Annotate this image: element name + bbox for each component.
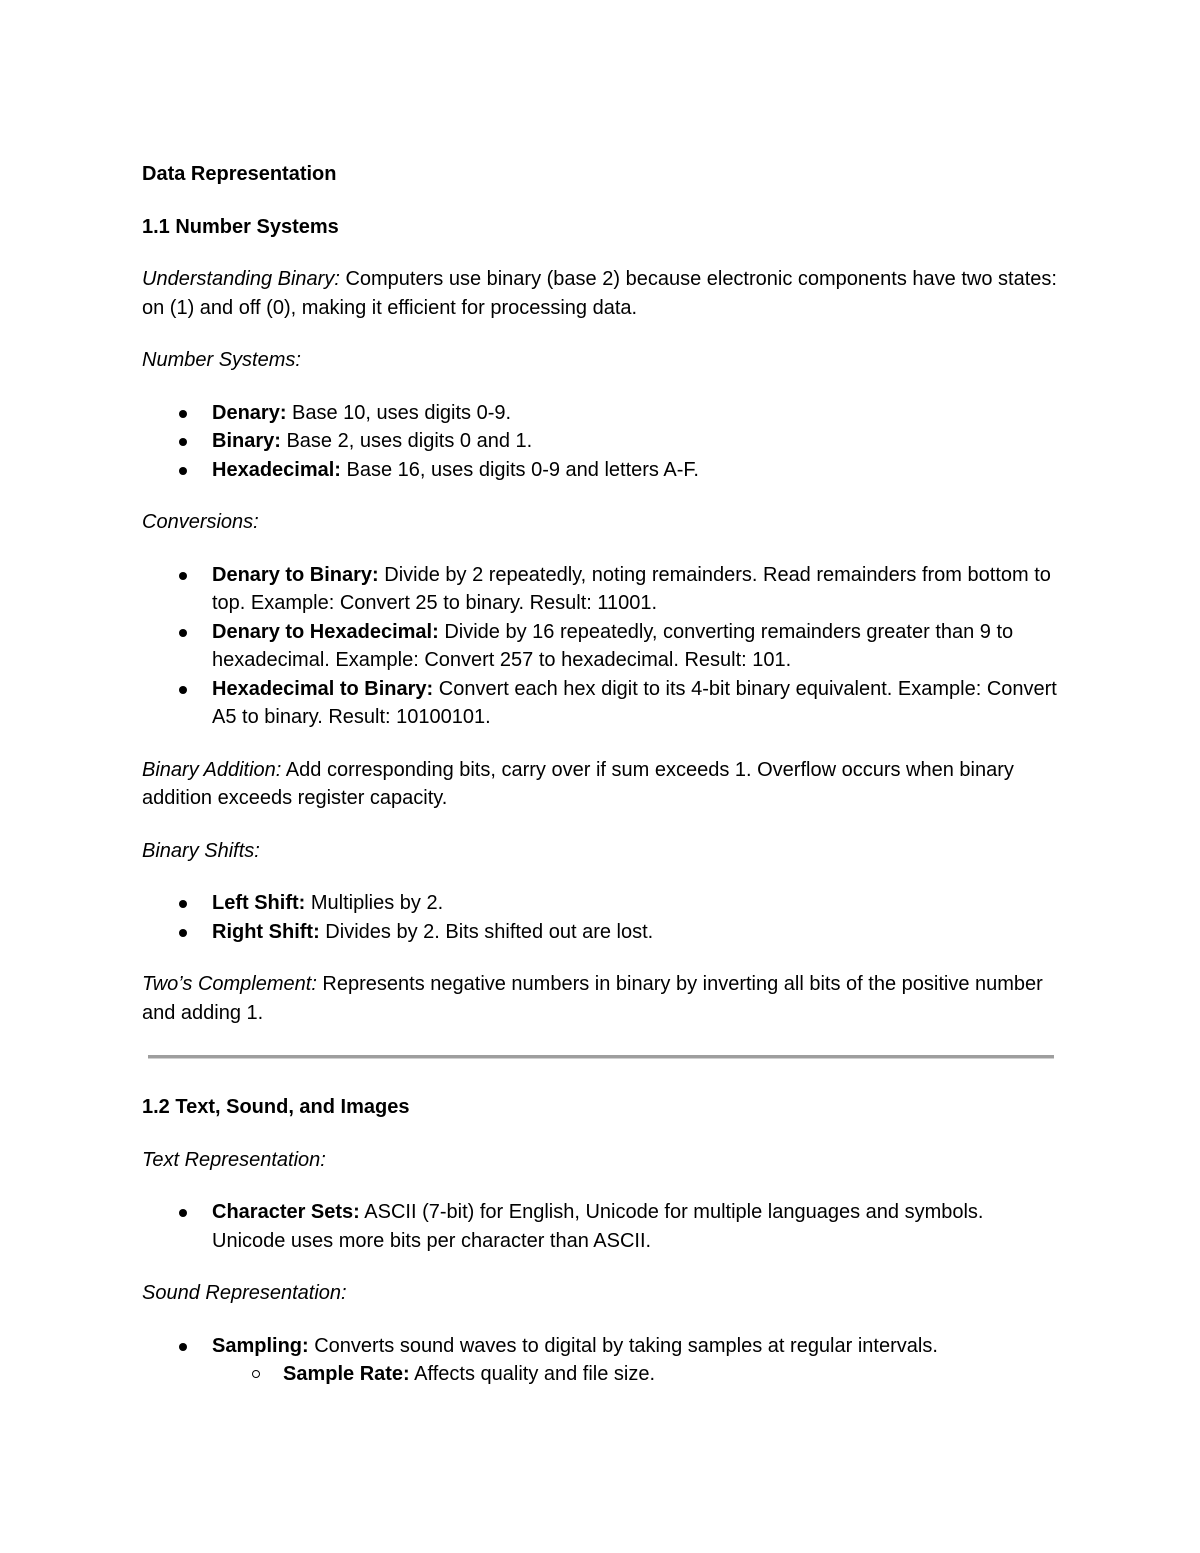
list-item [212, 618, 1062, 675]
sub-list-item-text: Affects quality and file size. [409, 1363, 656, 1385]
binary-shifts-label [142, 837, 1062, 866]
list-item-term: Right Shift: [212, 920, 320, 943]
list-item-term: Hexadecimal to Binary: [212, 677, 434, 700]
list-item-text: Divide by 2 repeatedly, noting remainders. Read remainders from bottom to top. Example: Convert 25 to binary. Result: 11001. [212, 563, 1051, 614]
sound-representation-label-text: Sound Representation: [142, 1282, 347, 1304]
list-item [212, 918, 1062, 947]
understanding-binary-paragraph [142, 265, 1062, 322]
understanding-binary-label: Understanding Binary: [142, 268, 340, 290]
document-body [142, 160, 1062, 1413]
list-item [212, 675, 1062, 732]
list-item-text: ASCII (7-bit) for English, Unicode for multiple languages and symbols. Unicode uses more bits per character than ASCII. [212, 1201, 984, 1252]
text-representation-list [142, 1198, 1062, 1255]
sub-list-item [283, 1360, 1062, 1389]
horizontal-divider [148, 1055, 1054, 1059]
list-item-term: Denary to Hexadecimal: [212, 620, 439, 643]
twos-complement-paragraph [142, 970, 1062, 1027]
number-systems-label [142, 346, 1062, 375]
number-systems-list [142, 399, 1062, 485]
binary-addition-label: Binary Addition: [142, 758, 282, 781]
understanding-binary-text: Computers use binary (base 2) because electronic components have two states: on (1) and off (0), making it efficient for processing data. [142, 268, 1057, 319]
section-heading-number-systems: 1.1 Number Systems [142, 215, 339, 238]
twos-complement-text: Represents negative numbers in binary by inverting all bits of the positive number and adding 1. [142, 973, 1043, 1024]
list-item-term: Denary to Binary: [212, 563, 379, 586]
binary-addition-text: Add corresponding bits, carry over if sum exceeds 1. Overflow occurs when binary addition exceeds register capacity. [142, 758, 1014, 809]
list-item-text: Base 2, uses digits 0 and 1. [280, 430, 533, 452]
list-item [212, 456, 1062, 485]
list-item-term: Denary: [212, 401, 287, 424]
list-item [212, 889, 1062, 918]
twos-complement-label: Two’s Complement: [142, 973, 317, 995]
list-item-term: Hexadecimal: [212, 458, 341, 481]
list-item-text: Base 16, uses digits 0-9 and letters A-F. [340, 458, 699, 481]
binary-addition-paragraph [142, 756, 1062, 813]
list-item-text: Convert each hex digit to its 4-bit binary equivalent. Example: Convert A5 to binary. Result: 10100101. [212, 677, 1057, 728]
document-title: Data Representation [142, 163, 337, 185]
binary-shifts-label-text: Binary Shifts: [142, 839, 260, 862]
list-item-term: Character Sets: [212, 1201, 360, 1223]
binary-shifts-list [142, 889, 1062, 946]
list-item-term: Binary: [212, 430, 281, 452]
list-item-term: Sampling: [212, 1334, 309, 1357]
list-item [212, 427, 1062, 456]
list-item-text: Divide by 16 repeatedly, converting remainders greater than 9 to hexadecimal. Example: Convert 257 to hexadecimal. Result: 101. [212, 620, 1014, 671]
sound-representation-label [142, 1279, 1062, 1308]
number-systems-label-text: Number Systems: [142, 349, 301, 371]
list-item-text: Converts sound waves to digital by taking samples at regular intervals. [308, 1334, 938, 1357]
list-item [212, 1198, 1062, 1255]
text-representation-label [142, 1146, 1062, 1175]
list-item-term: Left Shift: [212, 892, 306, 914]
list-item [212, 1332, 1062, 1389]
list-item [212, 399, 1062, 428]
list-item-text: Multiplies by 2. [305, 892, 444, 914]
list-item [212, 561, 1062, 618]
section-heading-text-sound-images: 1.2 Text, Sound, and Images [142, 1096, 410, 1118]
sampling-sublist [212, 1360, 1062, 1389]
list-item-text: Base 10, uses digits 0-9. [286, 401, 512, 424]
conversions-list [142, 561, 1062, 732]
conversions-label [142, 508, 1062, 537]
sound-representation-list [142, 1332, 1062, 1389]
list-item-text: Divides by 2. Bits shifted out are lost. [319, 920, 654, 943]
text-representation-label-text: Text Representation: [142, 1148, 326, 1171]
sub-list-item-term: Sample Rate: [283, 1363, 410, 1385]
conversions-label-text: Conversions: [142, 511, 259, 533]
